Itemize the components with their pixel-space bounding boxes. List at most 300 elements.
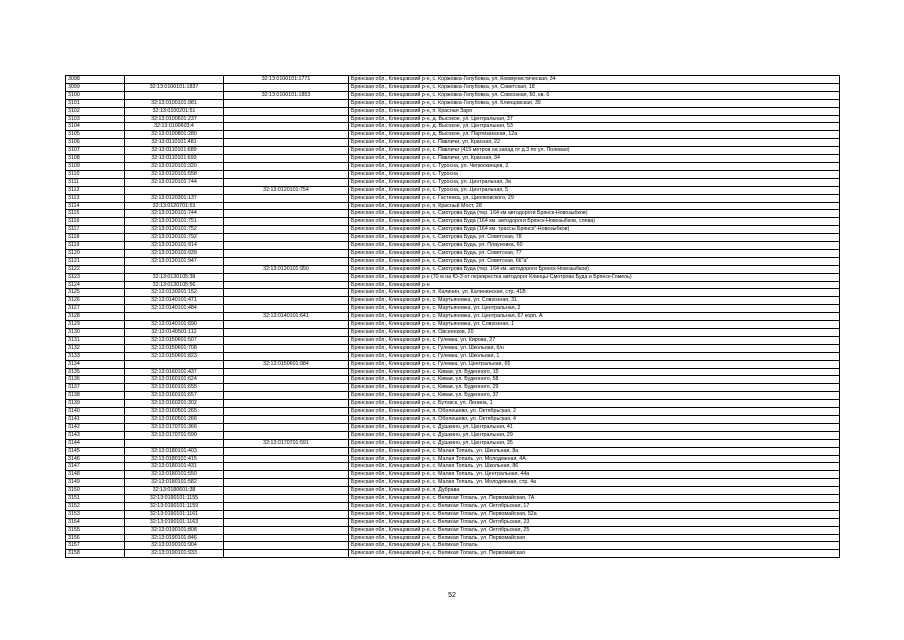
row-number-cell: 3149 — [66, 479, 125, 487]
cadastral-number-cell — [125, 91, 224, 99]
table-row — [66, 534, 840, 542]
table-row — [66, 170, 840, 178]
address-cell: Брянская обл., Клинцовский р-н, с. Киваи, ул. Буденного, 37 — [349, 392, 840, 400]
table-row — [66, 194, 840, 202]
table-row — [66, 313, 840, 321]
address-cell: Брянская обл., Клинцовский р-н, с. Великая Топаль, ул. Первомайская — [349, 534, 840, 542]
row-number-cell: 3117 — [66, 226, 125, 234]
table-row — [66, 502, 840, 510]
table-row — [66, 123, 840, 131]
row-number-cell: 3144 — [66, 439, 125, 447]
registry-table-body — [66, 76, 840, 558]
table-row — [66, 526, 840, 534]
row-number-cell: 3118 — [66, 234, 125, 242]
secondary-cadastral-number-cell — [224, 139, 349, 147]
secondary-cadastral-number-cell — [224, 273, 349, 281]
table-row — [66, 400, 840, 408]
secondary-cadastral-number-cell — [224, 495, 349, 503]
table-row — [66, 384, 840, 392]
table-row — [66, 234, 840, 242]
cadastral-number-cell: 32:13:0190101:1155 — [125, 495, 224, 503]
table-row — [66, 131, 840, 139]
table-row — [66, 495, 840, 503]
cadastral-number-cell: 32:13:0130101:744 — [125, 210, 224, 218]
secondary-cadastral-number-cell — [224, 344, 349, 352]
secondary-cadastral-number-cell — [224, 321, 349, 329]
secondary-cadastral-number-cell — [224, 352, 349, 360]
cadastral-number-cell: 32:13:0120101:320 — [125, 162, 224, 170]
secondary-cadastral-number-cell: 32:13:0130101:950 — [224, 265, 349, 273]
secondary-cadastral-number-cell — [224, 297, 349, 305]
secondary-cadastral-number-cell — [224, 115, 349, 123]
cadastral-number-cell: 32:13:0180601:38 — [125, 487, 224, 495]
row-number-cell: 3131 — [66, 336, 125, 344]
address-cell: Брянская обл., Клинцовский р-н, п. Красная Заря — [349, 107, 840, 115]
address-cell: Брянская обл., Клинцовский р-н, с. Коржовка-Голубовка, ул. Совхозная, 50, кв. 6 — [349, 91, 840, 99]
row-number-cell: 3137 — [66, 384, 125, 392]
secondary-cadastral-number-cell — [224, 455, 349, 463]
cadastral-number-cell: 32:13:0160501:265 — [125, 408, 224, 416]
cadastral-number-cell: 32:13:0130101:792 — [125, 234, 224, 242]
cadastral-number-cell: 32:13:0140101:484 — [125, 305, 224, 313]
address-cell: Брянская обл., Клинцовский р-н, с. Коржовка-Голубовка, ул. Клинцовская, 39 — [349, 99, 840, 107]
address-cell: Брянская обл., Клинцовский р-н, с. Великая Топаль, ул. Октябрьская, 23 — [349, 518, 840, 526]
cadastral-number-cell: 32:13:0130105:38 — [125, 273, 224, 281]
address-cell: Брянская обл., Клинцовский р-н, п. Калинин, ул. Калининская, стр. 41В — [349, 289, 840, 297]
address-cell: Брянская обл., Клинцовский р-н, с. Гулевка, ул. Школьная, 1 — [349, 352, 840, 360]
table-row — [66, 329, 840, 337]
table-row — [66, 376, 840, 384]
secondary-cadastral-number-cell — [224, 99, 349, 107]
row-number-cell: 3110 — [66, 170, 125, 178]
cadastral-number-cell: 32:13:0160201:302 — [125, 400, 224, 408]
table-row — [66, 273, 840, 281]
row-number-cell: 3133 — [66, 352, 125, 360]
table-row — [66, 186, 840, 194]
table-row — [66, 289, 840, 297]
cadastral-number-cell: 32:13:0180101:550 — [125, 471, 224, 479]
secondary-cadastral-number-cell — [224, 526, 349, 534]
cadastral-number-cell: 32:13:0120301:137 — [125, 194, 224, 202]
secondary-cadastral-number-cell — [224, 471, 349, 479]
row-number-cell: 3103 — [66, 115, 125, 123]
address-cell: Брянская обл., Клинцовский р-н, с. Павличи, ул. Красная, 34 — [349, 155, 840, 163]
table-row — [66, 226, 840, 234]
table-row — [66, 242, 840, 250]
address-cell: Брянская обл., Клинцовский р-н, с. Смотрова Буда (тер. 164 км. автодороги Брянск-Новозыбков) — [349, 265, 840, 273]
cadastral-number-cell: 32:13:0190101:808 — [125, 526, 224, 534]
address-cell: Брянская обл., Клинцовский р-н, с. Смотрова Буда (тер. 164 км автодороги Брянск-Новозыбков) — [349, 210, 840, 218]
secondary-cadastral-number-cell — [224, 542, 349, 550]
secondary-cadastral-number-cell — [224, 170, 349, 178]
secondary-cadastral-number-cell — [224, 376, 349, 384]
row-number-cell: 3143 — [66, 431, 125, 439]
cadastral-number-cell: 32:13:0120701:53 — [125, 202, 224, 210]
cadastral-number-cell — [125, 439, 224, 447]
cadastral-number-cell: 32:13:0190101:846 — [125, 534, 224, 542]
table-row — [66, 76, 840, 84]
table-row — [66, 431, 840, 439]
cadastral-number-cell: 32:13:0160101:437 — [125, 368, 224, 376]
secondary-cadastral-number-cell — [224, 400, 349, 408]
cadastral-number-cell: 32:13:0130101:751 — [125, 218, 224, 226]
address-cell: Брянская обл., Клинцовский р-н, с. Смотрова Буда, ул. Советская, 66"а" — [349, 257, 840, 265]
address-cell: Брянская обл., Клинцовский р-н, с. Смотрова Буда, ул. Плауновка, 60 — [349, 242, 840, 250]
cadastral-number-cell — [125, 76, 224, 84]
secondary-cadastral-number-cell: 32:13:0100101:1853 — [224, 91, 349, 99]
row-number-cell: 3114 — [66, 202, 125, 210]
table-row — [66, 147, 840, 155]
table-row — [66, 218, 840, 226]
secondary-cadastral-number-cell — [224, 155, 349, 163]
table-row — [66, 83, 840, 91]
row-number-cell: 3112 — [66, 186, 125, 194]
address-cell: Брянская обл., Клинцовский р-н, с. Киваи, ул. Буденного, 58 — [349, 376, 840, 384]
address-cell: Брянская обл., Клинцовский р-н, с. Мартьяновка, ул. Совхозная, 31 — [349, 297, 840, 305]
address-cell: Брянская обл., Клинцовский р-н, с. Туросна — [349, 170, 840, 178]
row-number-cell: 3124 — [66, 281, 125, 289]
table-row — [66, 510, 840, 518]
cadastral-number-cell — [125, 186, 224, 194]
address-cell: Брянская обл., Клинцовский р-н, с. Великая Топаль, ул. Первомайская, 7А — [349, 495, 840, 503]
secondary-cadastral-number-cell — [224, 534, 349, 542]
table-row — [66, 321, 840, 329]
table-row — [66, 408, 840, 416]
row-number-cell: 3116 — [66, 218, 125, 226]
address-cell: Брянская обл., Клинцовский р-н, с. Мартьяновка, ул. Центральная, 2 — [349, 305, 840, 313]
row-number-cell: 3101 — [66, 99, 125, 107]
table-row — [66, 249, 840, 257]
secondary-cadastral-number-cell: 32:13:0170701:591 — [224, 439, 349, 447]
cadastral-number-cell: 32:13:0130101:914 — [125, 242, 224, 250]
row-number-cell: 3098 — [66, 76, 125, 84]
row-number-cell: 3122 — [66, 265, 125, 273]
secondary-cadastral-number-cell — [224, 550, 349, 558]
table-row — [66, 99, 840, 107]
address-cell: Брянская обл., Клинцовский р-н, п. Оболешево, ул. Октябрьская, 4 — [349, 415, 840, 423]
cadastral-number-cell: 32:13:0100101:981 — [125, 99, 224, 107]
table-row — [66, 281, 840, 289]
table-row — [66, 344, 840, 352]
secondary-cadastral-number-cell — [224, 423, 349, 431]
address-cell: Брянская обл., Клинцовский р-н, с. Туросна, ул. Челюскинцев, 2 — [349, 162, 840, 170]
table-row — [66, 487, 840, 495]
table-row — [66, 463, 840, 471]
secondary-cadastral-number-cell — [224, 336, 349, 344]
secondary-cadastral-number-cell — [224, 518, 349, 526]
secondary-cadastral-number-cell — [224, 242, 349, 250]
secondary-cadastral-number-cell: 32:13:0100101:1771 — [224, 76, 349, 84]
row-number-cell: 3120 — [66, 249, 125, 257]
table-row — [66, 439, 840, 447]
secondary-cadastral-number-cell — [224, 463, 349, 471]
address-cell: Брянская обл., Клинцовский р-н — [349, 281, 840, 289]
secondary-cadastral-number-cell — [224, 281, 349, 289]
secondary-cadastral-number-cell — [224, 502, 349, 510]
address-cell: Брянская обл., Клинцовский р-н, с. Душкино, ул. Центральная, 35 — [349, 439, 840, 447]
cadastral-number-cell: 32:13:0180101:403 — [125, 447, 224, 455]
cadastral-number-cell: 32:13:0120101:558 — [125, 170, 224, 178]
cadastral-number-cell: 32:13:0100801:280 — [125, 131, 224, 139]
row-number-cell: 3134 — [66, 360, 125, 368]
row-number-cell: 3102 — [66, 107, 125, 115]
cadastral-number-cell: 32:13:0110101:481 — [125, 139, 224, 147]
row-number-cell: 3119 — [66, 242, 125, 250]
secondary-cadastral-number-cell — [224, 202, 349, 210]
address-cell: Брянская обл., Клинцовский р-н, с. Коржовка-Голубовка, ул. Советская, 18 — [349, 83, 840, 91]
cadastral-number-cell: 32:13:0100603:4 — [125, 123, 224, 131]
row-number-cell: 3135 — [66, 368, 125, 376]
row-number-cell: 3127 — [66, 305, 125, 313]
address-cell: Брянская обл., Клинцовский р-н, с. Малая Топаль, ул. Молодежная, стр. 4а — [349, 479, 840, 487]
address-cell: Брянская обл., Клинцовский р-н, с. Смотрова Буда (164 км. трассы Брянск"-Новозыбков) — [349, 226, 840, 234]
secondary-cadastral-number-cell — [224, 123, 349, 131]
table-row — [66, 202, 840, 210]
cadastral-number-cell: 32:13:0160501:266 — [125, 415, 224, 423]
table-row — [66, 210, 840, 218]
table-row — [66, 257, 840, 265]
table-row — [66, 550, 840, 558]
cadastral-number-cell: 32:13:0140501:112 — [125, 329, 224, 337]
secondary-cadastral-number-cell — [224, 162, 349, 170]
cadastral-number-cell — [125, 313, 224, 321]
address-cell: Брянская обл., Клинцовский р-н, с. Малая Топаль, ул. Молодежная, 4А — [349, 455, 840, 463]
address-cell: Брянская обл., Клинцовский р-н, с. Великая Топаль — [349, 542, 840, 550]
address-cell: Брянская обл., Клинцовский р-н, п. Дубрава — [349, 487, 840, 495]
secondary-cadastral-number-cell — [224, 178, 349, 186]
cadastral-number-cell: 32:13:0150601:507 — [125, 336, 224, 344]
row-number-cell: 3158 — [66, 550, 125, 558]
table-row — [66, 352, 840, 360]
row-number-cell: 3109 — [66, 162, 125, 170]
table-row — [66, 336, 840, 344]
cadastral-number-cell: 32:13:0180101:431 — [125, 463, 224, 471]
address-cell: Брянская обл., Клинцовский р-н, д. Высокое, ул. Центральная, 53 — [349, 123, 840, 131]
secondary-cadastral-number-cell — [224, 479, 349, 487]
secondary-cadastral-number-cell — [224, 487, 349, 495]
address-cell: Брянская обл., Клинцовский р-н, с. Гулевка, ул. Школьная, б/н — [349, 344, 840, 352]
cadastral-number-cell: 32:13:0130201:152 — [125, 289, 224, 297]
cadastral-number-cell: 32:13:0150601:708 — [125, 344, 224, 352]
row-number-cell: 3153 — [66, 510, 125, 518]
row-number-cell: 3157 — [66, 542, 125, 550]
cadastral-number-cell: 32:13:0180101:582 — [125, 479, 224, 487]
address-cell: Брянская обл., Клинцовский р-н, с. Душкино, ул. Центральная, 41 — [349, 423, 840, 431]
address-cell: Брянская обл., Клинцовский р-н, с. Гастенка, ул. Циолковского, 29 — [349, 194, 840, 202]
row-number-cell: 3148 — [66, 471, 125, 479]
row-number-cell: 3139 — [66, 400, 125, 408]
cadastral-number-cell: 32:13:0100601:237 — [125, 115, 224, 123]
secondary-cadastral-number-cell — [224, 431, 349, 439]
row-number-cell: 3108 — [66, 155, 125, 163]
cadastral-number-cell: 32:13:0150601:823 — [125, 352, 224, 360]
row-number-cell: 3106 — [66, 139, 125, 147]
table-row — [66, 297, 840, 305]
address-cell: Брянская обл., Клинцовский р-н, с. Гулевка, ул. Центральная, 65 — [349, 360, 840, 368]
table-row — [66, 542, 840, 550]
cadastral-number-cell: 32:13:0190101:1161 — [125, 510, 224, 518]
secondary-cadastral-number-cell: 32:13:0140101:641 — [224, 313, 349, 321]
cadastral-number-cell: 32:13:0160101:655 — [125, 384, 224, 392]
address-cell: Брянская обл., Клинцовский р-н, с. Смотрова Буда (164 км. автодороги Брянск-Новозыбков, слева) — [349, 218, 840, 226]
secondary-cadastral-number-cell — [224, 131, 349, 139]
cadastral-number-cell: 32:13:0160101:624 — [125, 376, 224, 384]
cadastral-number-cell: 32:13:0140101:471 — [125, 297, 224, 305]
cadastral-number-cell: 32:13:0110101:693 — [125, 155, 224, 163]
table-row — [66, 107, 840, 115]
address-cell: Брянская обл., Клинцовский р-н, д. Высокое, ул. Центральная, 37 — [349, 115, 840, 123]
address-cell: Брянская обл., Клинцовский р-н, п. Овсеенков, 20 — [349, 329, 840, 337]
address-cell: Брянская обл., Клинцовский р-н, с. Бутовск, ул. Ленина, 1 — [349, 400, 840, 408]
address-cell: Брянская обл., Клинцовский р-н, с. Малая Топаль, ул. Школьная, 8а — [349, 447, 840, 455]
cadastral-number-cell: 32:13:0100201:51 — [125, 107, 224, 115]
table-row — [66, 423, 840, 431]
table-row — [66, 447, 840, 455]
address-cell: Брянская обл., Клинцовский р-н, с. Мартьяновка, ул. Центральная, 67 корп. А — [349, 313, 840, 321]
secondary-cadastral-number-cell — [224, 408, 349, 416]
row-number-cell: 3155 — [66, 526, 125, 534]
address-cell: Брянская обл., Клинцовский р-н (70 м на Ю-З от перекрестка автодорог Клинцы-Смотрова Буда и Брянск-Гомель) — [349, 273, 840, 281]
page-number: 52 — [448, 592, 456, 599]
address-cell: Брянская обл., Клинцовский р-н, с. Смотрова Буда, ул. Советская, 78 — [349, 234, 840, 242]
table-row — [66, 479, 840, 487]
secondary-cadastral-number-cell — [224, 368, 349, 376]
row-number-cell: 3138 — [66, 392, 125, 400]
secondary-cadastral-number-cell — [224, 83, 349, 91]
row-number-cell: 3104 — [66, 123, 125, 131]
row-number-cell: 3099 — [66, 83, 125, 91]
row-number-cell: 3145 — [66, 447, 125, 455]
table-row — [66, 471, 840, 479]
cadastral-number-cell: 32:13:0190101:1159 — [125, 502, 224, 510]
table-row — [66, 178, 840, 186]
row-number-cell: 3152 — [66, 502, 125, 510]
secondary-cadastral-number-cell — [224, 305, 349, 313]
row-number-cell: 3146 — [66, 455, 125, 463]
table-row — [66, 392, 840, 400]
address-cell: Брянская обл., Клинцовский р-н, с. Мартьяновка, ул. Совхозная, 1 — [349, 321, 840, 329]
row-number-cell: 3140 — [66, 408, 125, 416]
secondary-cadastral-number-cell — [224, 194, 349, 202]
table-row — [66, 265, 840, 273]
secondary-cadastral-number-cell — [224, 147, 349, 155]
cadastral-number-cell: 32:13:0190101:1163 — [125, 518, 224, 526]
table-row — [66, 368, 840, 376]
address-cell: Брянская обл., Клинцовский р-н, с. Павличи, ул. Красная, 22 — [349, 139, 840, 147]
cadastral-number-cell: 32:13:0190101:904 — [125, 542, 224, 550]
address-cell: Брянская обл., Клинцовский р-н, п. Красный Мост, 28 — [349, 202, 840, 210]
table-row — [66, 455, 840, 463]
registry-table — [65, 75, 840, 558]
table-row — [66, 115, 840, 123]
table-row — [66, 91, 840, 99]
row-number-cell: 3121 — [66, 257, 125, 265]
cadastral-number-cell: 32:13:0190101:933 — [125, 550, 224, 558]
row-number-cell: 3100 — [66, 91, 125, 99]
row-number-cell: 3129 — [66, 321, 125, 329]
row-number-cell: 3156 — [66, 534, 125, 542]
secondary-cadastral-number-cell — [224, 289, 349, 297]
cadastral-number-cell: 32:13:0130101:939 — [125, 249, 224, 257]
address-cell: Брянская обл., Клинцовский р-н, д. Высокое, ул. Партизанская, 12а — [349, 131, 840, 139]
address-cell: Брянская обл., Клинцовский р-н, с. Коржовка-Голубовка, ул. Коммунистическая, 34 — [349, 76, 840, 84]
address-cell: Брянская обл., Клинцовский р-н, с. Великая Топаль, ул. Первомайская, 52а — [349, 510, 840, 518]
row-number-cell: 3154 — [66, 518, 125, 526]
secondary-cadastral-number-cell — [224, 384, 349, 392]
secondary-cadastral-number-cell — [224, 226, 349, 234]
row-number-cell: 3123 — [66, 273, 125, 281]
address-cell: Брянская обл., Клинцовский р-н, с. Туросна, ул. Центральная, 5 — [349, 186, 840, 194]
table-row — [66, 518, 840, 526]
address-cell: Брянская обл., Клинцовский р-н, с. Великая Топаль, ул. Октябрьская, 17 — [349, 502, 840, 510]
secondary-cadastral-number-cell — [224, 218, 349, 226]
address-cell: Брянская обл., Клинцовский р-н, п. Оболешево, ул. Октябрьская, 2 — [349, 408, 840, 416]
table-row — [66, 155, 840, 163]
table-row — [66, 139, 840, 147]
cadastral-number-cell: 32:13:0170701:590 — [125, 431, 224, 439]
secondary-cadastral-number-cell — [224, 234, 349, 242]
secondary-cadastral-number-cell — [224, 210, 349, 218]
secondary-cadastral-number-cell — [224, 249, 349, 257]
table-row — [66, 305, 840, 313]
cadastral-number-cell: 32:13:0120101:744 — [125, 178, 224, 186]
cadastral-number-cell: 32:13:0180101:415 — [125, 455, 224, 463]
secondary-cadastral-number-cell — [224, 257, 349, 265]
cadastral-number-cell: 32:13:0130105:56 — [125, 281, 224, 289]
table-row — [66, 415, 840, 423]
row-number-cell: 3132 — [66, 344, 125, 352]
row-number-cell: 3141 — [66, 415, 125, 423]
row-number-cell: 3126 — [66, 297, 125, 305]
secondary-cadastral-number-cell — [224, 107, 349, 115]
secondary-cadastral-number-cell — [224, 392, 349, 400]
cadastral-number-cell: 32:13:0140101:690 — [125, 321, 224, 329]
row-number-cell: 3111 — [66, 178, 125, 186]
address-cell: Брянская обл., Клинцовский р-н, с. Гулевка, ул. Кирова, 27 — [349, 336, 840, 344]
row-number-cell: 3125 — [66, 289, 125, 297]
row-number-cell: 3107 — [66, 147, 125, 155]
table-row — [66, 162, 840, 170]
cadastral-number-cell — [125, 360, 224, 368]
cadastral-number-cell: 32:13:0130101:947 — [125, 257, 224, 265]
address-cell: Брянская обл., Клинцовский р-н, с. Малая Топаль, ул. Школьная, 86 — [349, 463, 840, 471]
address-cell: Брянская обл., Клинцовский р-н, с. Павличи (415 метров на запад от д.3 по ул. Полевая) — [349, 147, 840, 155]
secondary-cadastral-number-cell: 32:13:0150601:984 — [224, 360, 349, 368]
address-cell: Брянская обл., Клинцовский р-н, с. Киваи, ул. Буденного, 29 — [349, 384, 840, 392]
table-row — [66, 360, 840, 368]
secondary-cadastral-number-cell — [224, 447, 349, 455]
row-number-cell: 3151 — [66, 495, 125, 503]
address-cell: Брянская обл., Клинцовский р-н, с. Великая Топаль, ул. Первомайская — [349, 550, 840, 558]
address-cell: Брянская обл., Клинцовский р-н, с. Смотрова Буда, ул. Советская, 77 — [349, 249, 840, 257]
row-number-cell: 3130 — [66, 329, 125, 337]
address-cell: Брянская обл., Клинцовский р-н, с. Малая Топаль, ул. Центральная, 44а — [349, 471, 840, 479]
secondary-cadastral-number-cell — [224, 329, 349, 337]
row-number-cell: 3136 — [66, 376, 125, 384]
cadastral-number-cell: 32:13:0130101:752 — [125, 226, 224, 234]
secondary-cadastral-number-cell — [224, 415, 349, 423]
row-number-cell: 3142 — [66, 423, 125, 431]
secondary-cadastral-number-cell — [224, 510, 349, 518]
secondary-cadastral-number-cell: 32:13:0120101:754 — [224, 186, 349, 194]
address-cell: Брянская обл., Клинцовский р-н, с. Душкино, ул. Центральная, 29 — [349, 431, 840, 439]
row-number-cell: 3150 — [66, 487, 125, 495]
cadastral-number-cell: 32:13:0110101:689 — [125, 147, 224, 155]
cadastral-number-cell: 32:13:0170701:366 — [125, 423, 224, 431]
cadastral-number-cell: 32:13:0100101:1837 — [125, 83, 224, 91]
row-number-cell: 3105 — [66, 131, 125, 139]
cadastral-number-cell — [125, 265, 224, 273]
